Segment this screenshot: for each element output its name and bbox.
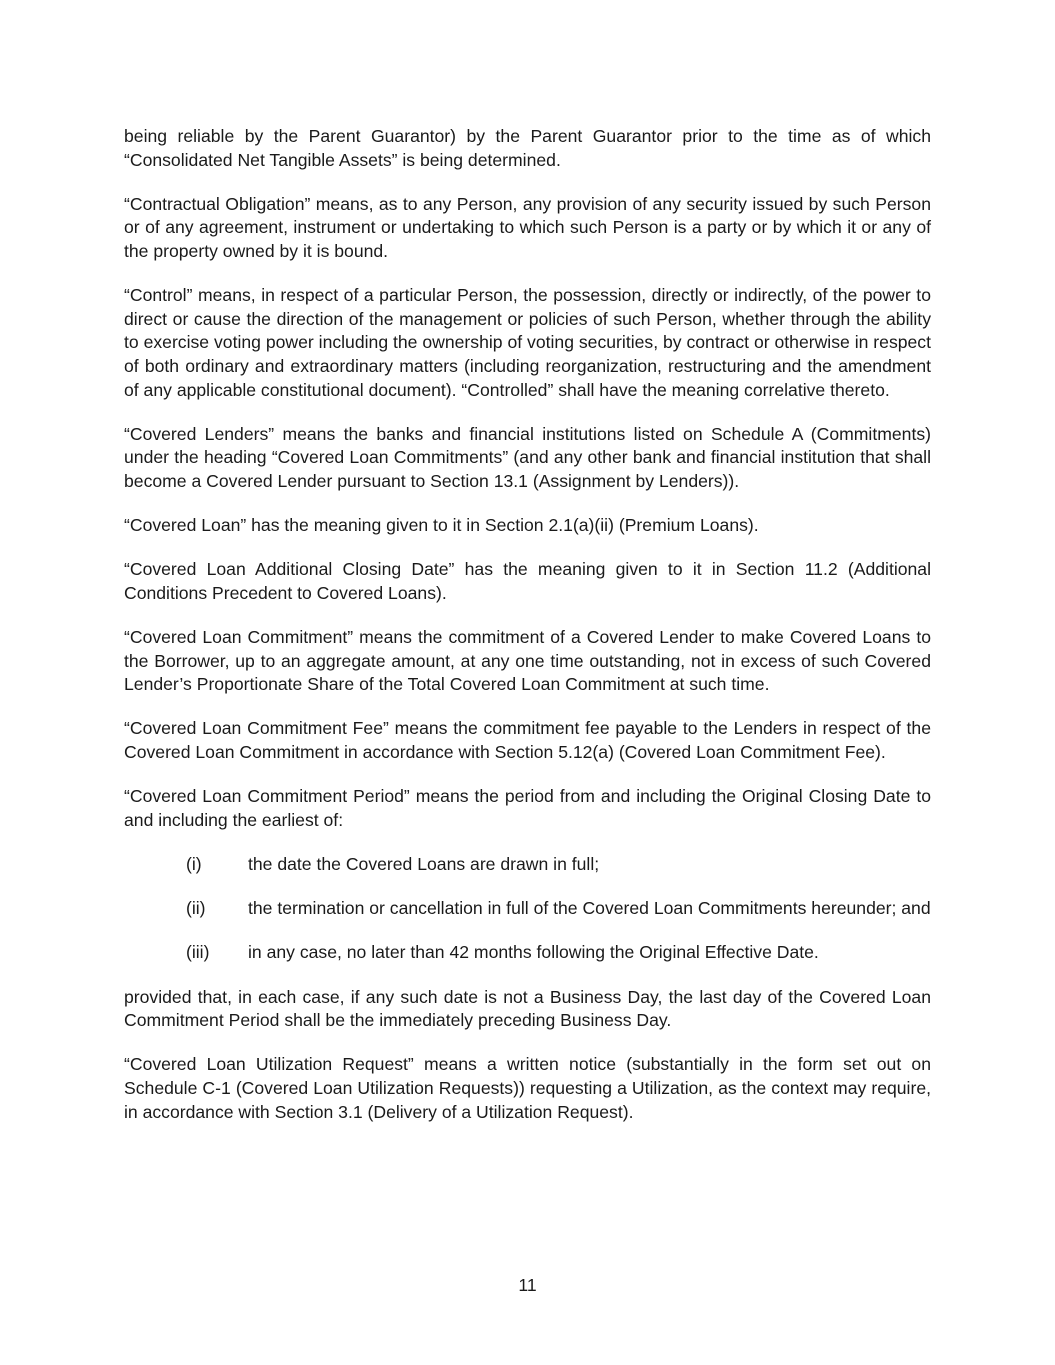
page-number: 11	[518, 1275, 537, 1295]
definition-covered-loan-commitment-fee: “Covered Loan Commitment Fee” means the commitment fee payable to the Lenders in respect of the Covered Loan Commitment in accordance with Section 5.12(a) (Covered Loan Commitment Fee).	[124, 718, 931, 763]
list-item-text: the termination or cancellation in full of the Covered Loan Commitments hereunder; and	[248, 898, 931, 919]
paragraph-proviso: provided that, in each case, if any such date is not a Business Day, the last day of the Covered Loan Commitment Period shall be the immediately preceding Business Day.	[124, 986, 931, 1031]
list-item	[124, 853, 931, 877]
definition-covered-lenders: “Covered Lenders” means the banks and financial institutions listed on Schedule A (Commitments) under the heading “Covered Loan Commitments” (and any other bank and financial institution that shall become a Covered Lender pursuant to Section 13.1 (Assignment by Lenders)).	[124, 423, 931, 491]
list-item	[124, 897, 931, 921]
list-item-text: the date the Covered Loans are drawn in full;	[248, 854, 600, 874]
document-page	[124, 125, 931, 1145]
definition-covered-loan-additional-closing-date: “Covered Loan Additional Closing Date” has the meaning given to it in Section 11.2 (Additional Conditions Precedent to Covered Loans).	[124, 559, 931, 603]
list-item	[124, 941, 931, 965]
definition-covered-loan-commitment: “Covered Loan Commitment” means the commitment of a Covered Lender to make Covered Loans to the Borrower, up to an aggregate amount, at any one time outstanding, not in excess of such Covered Lender’s Proportionate Share of the Total Covered Loan Commitment at such time.	[124, 627, 931, 695]
list-item-text: in any case, no later than 42 months following the Original Effective Date.	[248, 942, 819, 963]
list-item-number: (i)	[186, 854, 202, 874]
definition-contractual-obligation: “Contractual Obligation” means, as to any Person, any provision of any security issued by such Person or of any agreement, instrument or undertaking to which such Person is a party or by which it or any of the property owned by it is bound.	[124, 193, 931, 261]
list-item-number: (iii)	[186, 942, 210, 963]
paragraph-consolidated-net-tangible-assets-cont: being reliable by the Parent Guarantor) by the Parent Guarantor prior to the time as of which “Consolidated Net Tangible Assets” is being determined.	[124, 126, 931, 170]
definition-covered-loan-utilization-request: “Covered Loan Utilization Request” means a written notice (substantially in the form set out on Schedule C-1 (Covered Loan Utilization Requests)) requesting a Utilization, as the context may require, in accordance with Section 3.1 (Delivery of a Utilization Request).	[124, 1054, 931, 1122]
list-item-number: (ii)	[186, 898, 206, 919]
definition-control: “Control” means, in respect of a particular Person, the possession, directly or indirectly, of the power to direct or cause the direction of the management or policies of such Person, whether through the ability to exercise voting power including the ownership of voting securities, by contract or otherwise in respect of both ordinary and extraordinary matters (including reorganization, restructuring and the amendment of any applicable constitutional document). “Controlled” shall have the meaning correlative thereto.	[124, 285, 931, 400]
definition-covered-loan: “Covered Loan” has the meaning given to it in Section 2.1(a)(ii) (Premium Loans).	[124, 515, 759, 536]
definition-covered-loan-commitment-period: “Covered Loan Commitment Period” means the period from and including the Original Closing Date to and including the earliest of:	[124, 786, 931, 830]
